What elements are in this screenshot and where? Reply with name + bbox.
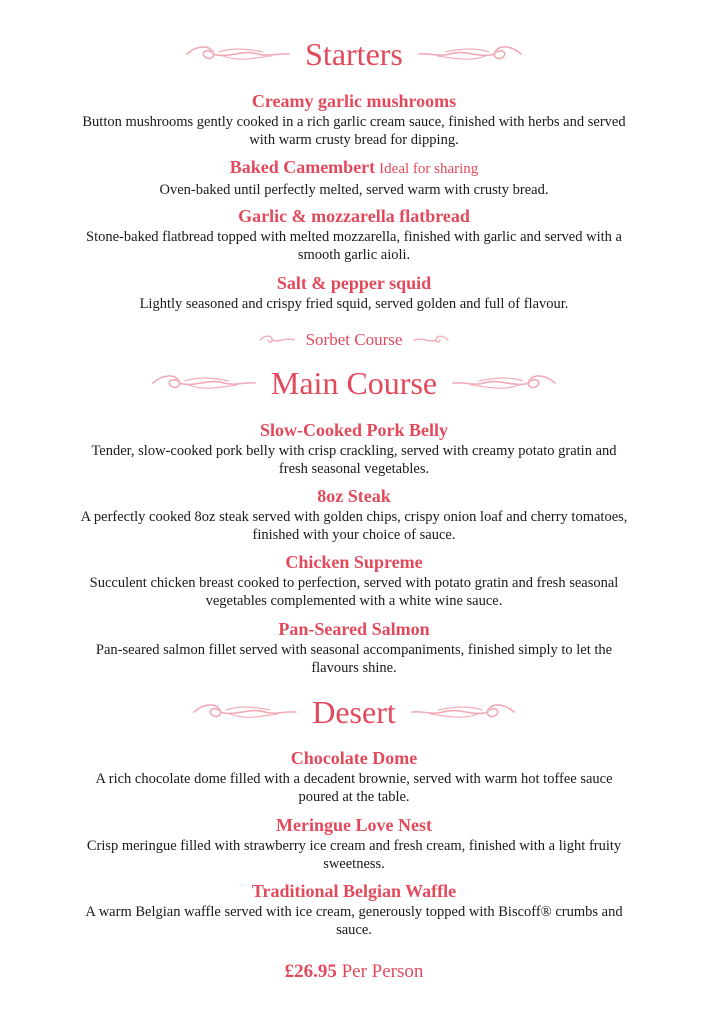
item-name: 8oz Steak — [317, 486, 391, 506]
flourish-right-icon — [417, 43, 525, 65]
item-name: Creamy garlic mushrooms — [251, 91, 457, 111]
item-name: Slow-Cooked Pork Belly — [259, 420, 448, 440]
item-tag: Ideal for sharing — [379, 161, 479, 177]
menu-item — [80, 881, 628, 939]
menu-item — [80, 206, 628, 264]
menu-item — [80, 815, 628, 873]
menu-item — [80, 748, 628, 806]
menu-item — [80, 157, 628, 199]
flourish-left-icon — [149, 372, 257, 394]
item-name: Traditional Belgian Waffle — [251, 881, 457, 901]
item-name: Garlic & mozzarella flatbread — [238, 206, 470, 226]
item-description: Crisp meringue filled with strawberry ice cream and fresh cream, finished with a light fruity sweetness. — [86, 838, 622, 872]
sorbet-header — [0, 330, 708, 350]
item-description: Pan-seared salmon fillet served with seasonal accompaniments, finished simply to let the flavours shine. — [95, 642, 613, 676]
starters-header — [0, 38, 708, 70]
price-line — [0, 961, 708, 983]
menu-item — [80, 486, 628, 544]
item-name: Salt & pepper squid — [276, 273, 432, 293]
flourish-right-icon — [451, 372, 559, 394]
item-name: Chocolate Dome — [290, 748, 418, 768]
item-description: A perfectly cooked 8oz steak served with golden chips, crispy onion loaf and cherry tomatoes, finished with your choice of sauce. — [80, 509, 628, 543]
item-description: Stone-baked flatbread topped with melted mozzarella, finished with garlic and served with a smooth garlic aioli. — [86, 229, 622, 263]
item-description: Oven-baked until perfectly melted, served warm with crusty bread. — [159, 182, 549, 198]
menu-item — [80, 619, 628, 677]
price-amount: £26.95 — [284, 961, 337, 982]
item-name: Chicken Supreme — [285, 552, 423, 572]
item-description: A warm Belgian waffle served with ice cream, generously topped with Biscoff® crumbs and sauce. — [85, 904, 623, 938]
starters-title: Starters — [305, 36, 403, 72]
item-name-row — [80, 157, 628, 179]
item-description: Succulent chicken breast cooked to perfection, served with potato gratin and fresh seasonal vegetables complemented with a white wine sauce. — [89, 575, 619, 609]
main-course-title: Main Course — [270, 365, 438, 401]
flourish-right-icon — [410, 701, 518, 723]
flourish-left-icon — [190, 701, 298, 723]
sorbet-title: Sorbet Course — [305, 330, 403, 349]
flourish-small-left-icon — [258, 334, 296, 346]
item-description: A rich chocolate dome filled with a decadent brownie, served with warm hot toffee sauce poured at the table. — [95, 771, 613, 805]
item-description: Tender, slow-cooked pork belly with crisp crackling, served with creamy potato gratin and fresh seasonal vegetables. — [91, 443, 617, 477]
menu-item — [80, 420, 628, 478]
desert-header — [0, 696, 708, 728]
menu-item — [80, 273, 628, 313]
item-name: Baked Camembert — [229, 157, 376, 177]
menu-item — [80, 552, 628, 610]
item-name: Meringue Love Nest — [276, 815, 432, 835]
item-description: Button mushrooms gently cooked in a rich garlic cream sauce, finished with herbs and served with warm crusty bread for dipping. — [82, 114, 626, 148]
menu-item — [80, 91, 628, 149]
item-name: Pan-Seared Salmon — [278, 619, 430, 639]
main-course-header — [0, 367, 708, 399]
flourish-small-right-icon — [412, 334, 450, 346]
flourish-left-icon — [183, 43, 291, 65]
price-label: Per Person — [341, 961, 424, 982]
desert-title: Desert — [312, 694, 396, 730]
item-description: Lightly seasoned and crispy fried squid, served golden and full of flavour. — [139, 296, 569, 312]
